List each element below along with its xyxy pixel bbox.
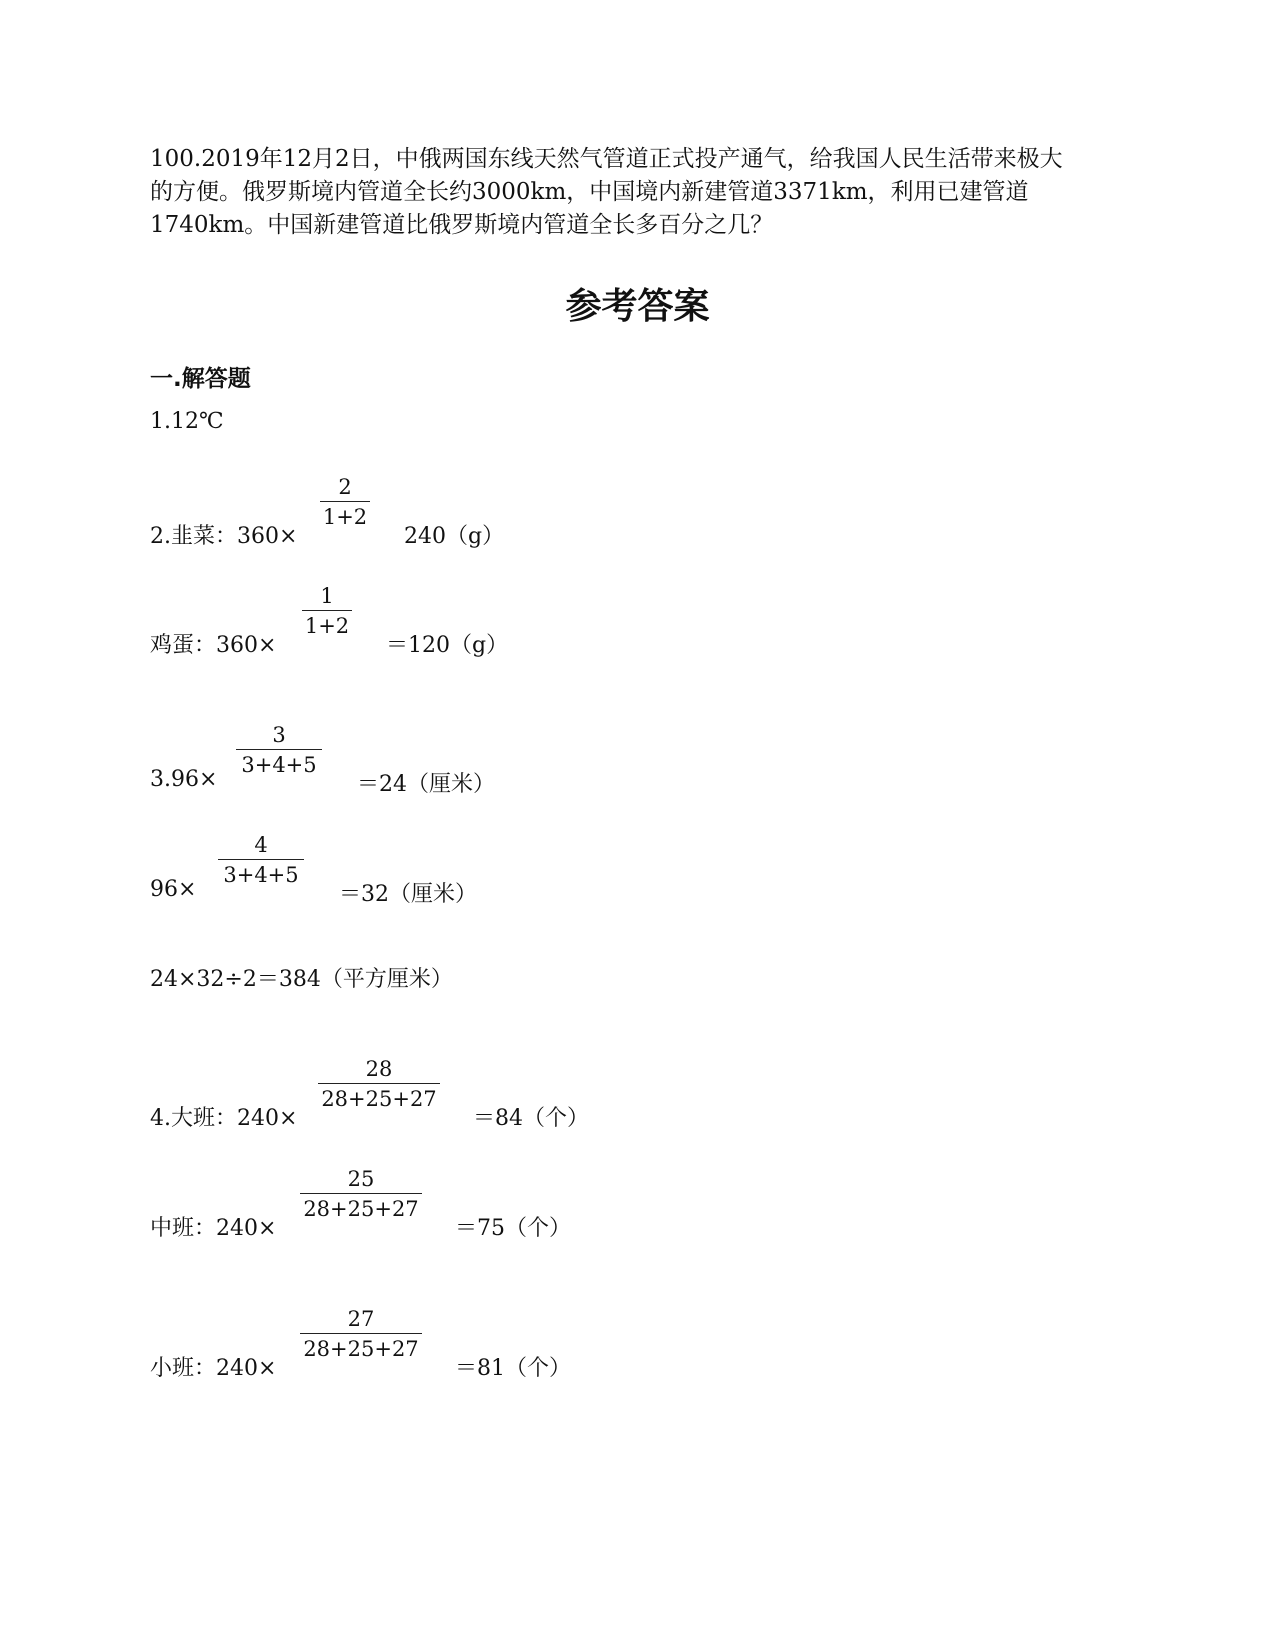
fraction-denominator: 1+2 [322,505,368,529]
fraction-numerator: 27 [347,1307,375,1331]
question-line-3: 1740km。中国新建管道比俄罗斯境内管道全长多百分之几？ [150,212,774,238]
section-heading: 一.解答题 [150,366,251,392]
answer-2-fraction [320,474,370,530]
answer-4-label: 4.大班：240× [150,1106,298,1131]
answer-3-label: 3.96× [150,767,218,792]
question-line-2: 的方便。俄罗斯境内管道全长约3000km，中国境内新建管道3371km，利用已建管道 [150,179,1029,205]
answer-4b-result: ＝75（个） [455,1216,571,1241]
answer-3-result: ＝24（厘米） [357,772,495,797]
answer-3b-label: 96× [150,877,197,902]
fraction-numerator: 28 [365,1057,393,1081]
answer-4-fraction [318,1056,440,1112]
answer-2-label: 2.韭菜：360× [150,524,298,549]
fraction-bar [218,859,304,860]
answer-2-result: 240（g） [404,524,505,549]
fraction-bar [300,1193,422,1194]
answer-4c-fraction [300,1306,422,1362]
fraction-bar [300,1333,422,1334]
question-line-1: 100.2019年12月2日，中俄两国东线天然气管道正式投产通气，给我国人民生活带来极大 [150,146,1063,172]
answer-2b-fraction [302,583,352,639]
answer-4-result: ＝84（个） [473,1106,589,1131]
fraction-denominator: 1+2 [304,614,350,638]
fraction-numerator: 4 [254,833,268,857]
fraction-bar [236,749,322,750]
fraction-numerator: 25 [347,1167,375,1191]
fraction-denominator: 28+25+27 [321,1087,437,1111]
answer-3c: 24×32÷2＝384（平方厘米） [150,967,453,992]
fraction-bar [318,1083,440,1084]
answer-4b-label: 中班：240× [150,1216,277,1241]
fraction-denominator: 28+25+27 [303,1337,419,1361]
fraction-numerator: 2 [338,475,352,499]
answer-3-fraction [236,722,322,778]
fraction-denominator: 28+25+27 [303,1197,419,1221]
fraction-denominator: 3+4+5 [241,753,317,777]
fraction-bar [320,501,370,502]
fraction-bar [302,610,352,611]
fraction-denominator: 3+4+5 [223,863,299,887]
answer-2b-result: ＝120（g） [386,633,509,658]
answer-4c-label: 小班：240× [150,1356,277,1381]
answer-3b-result: ＝32（厘米） [339,882,477,907]
answer-1: 1.12℃ [150,409,224,434]
answer-2b-label: 鸡蛋：360× [150,633,277,658]
answer-4b-fraction [300,1166,422,1222]
fraction-numerator: 1 [320,584,334,608]
answer-3b-fraction [218,832,304,888]
fraction-numerator: 3 [272,723,286,747]
answer-4c-result: ＝81（个） [455,1356,571,1381]
question-text [150,143,1110,242]
answer-title: 参考答案 [565,286,710,327]
